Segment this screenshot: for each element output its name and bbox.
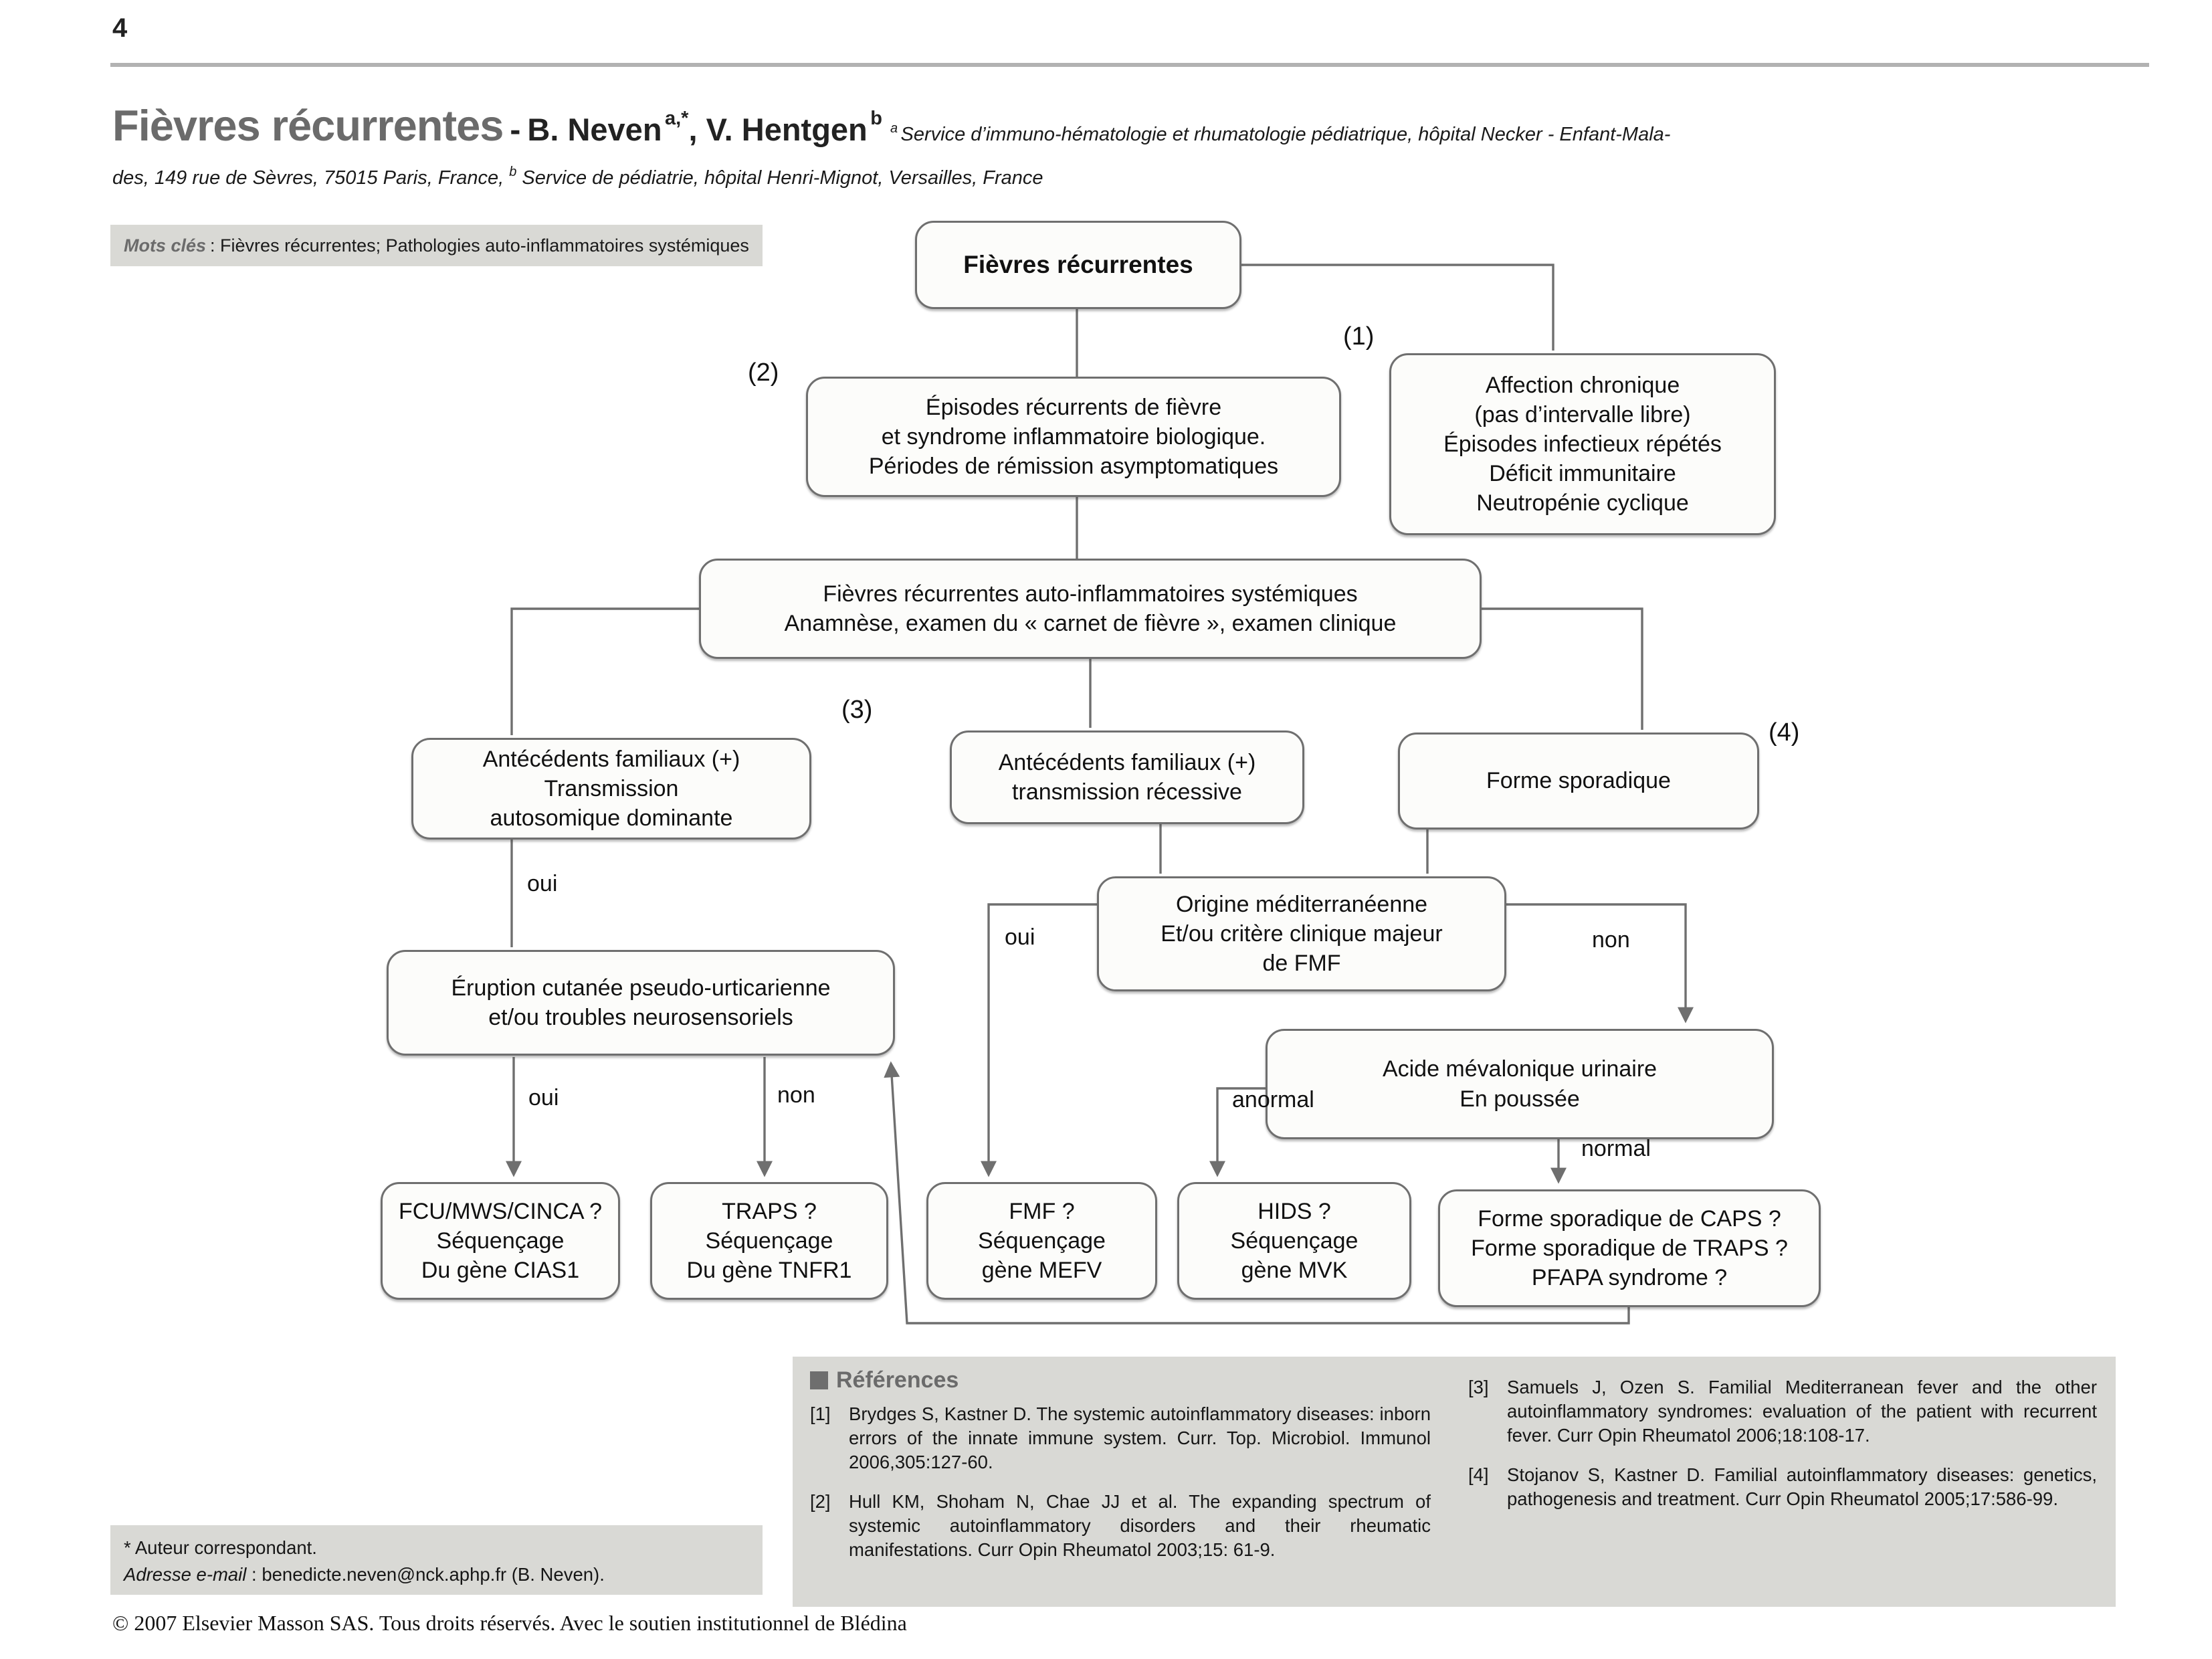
reference-item-4: [4] Stojanov S, Kastner D. Familial autoinflammatory diseases: genetics, pathogenesis and treatment. Curr Opin Rheumatol 2005;17:586-99. [1468, 1464, 2097, 1509]
edge-label-oui-eruption: oui [528, 1085, 559, 1110]
affiliation-line-1: Service d’immuno-hématologie et rhumatologie pédiatrique, hôpital Necker - Enfant-Mala- [900, 124, 1671, 145]
references-header [810, 1367, 959, 1393]
page-number: 4 [112, 13, 128, 43]
edge-label-non-mediterranean: non [1592, 927, 1630, 953]
keywords-label: Mots clés [124, 235, 207, 256]
node-traps: TRAPS ? Séquençage Du gène TNFR1 [650, 1182, 888, 1300]
edge-label-oui-dominant: oui [527, 871, 558, 896]
copyright-line: © 2007 Elsevier Masson SAS. Tous droits réservés. Avec le soutien institutionnel de Blédina [112, 1611, 907, 1635]
edge-label-oui-mediterranean: oui [1005, 924, 1035, 950]
node-eruption-cutanee: Éruption cutanée pseudo-urticarienne et/ou troubles neurosensoriels [387, 950, 895, 1056]
email-value: : benedicte.neven@nck.aphp.fr (B. Neven). [246, 1563, 605, 1585]
node-caps-traps-pfapa: Forme sporadique de CAPS ? Forme sporadique de TRAPS ? PFAPA syndrome ? [1438, 1189, 1821, 1307]
affiliation-a-superscript: a [890, 121, 898, 136]
footnote-line-2 [124, 1561, 749, 1588]
branch-label-1: (1) [1343, 322, 1375, 351]
reference-item-2: [2] Hull KM, Shoham N, Chae JJ et al. The expanding spectrum of systemic autoinflammatory disorders and their rheumatic manifestations. Curr Opin Rheumatol 2003;15: 61-9. [810, 1491, 1431, 1560]
references-title: Références [836, 1367, 959, 1393]
square-bullet-icon [810, 1371, 828, 1389]
node-antecedents-dominante: Antécédents familiaux (+) Transmission autosomique dominante [411, 738, 811, 840]
node-fmf: FMF ? Séquençage gène MEFV [926, 1182, 1157, 1300]
node-affection-chronique: Affection chronique (pas d’intervalle libre) Épisodes infectieux répétés Déficit immunitaire Neutropénie cyclique [1389, 353, 1776, 535]
connector-mediterranean-mevalonic [1506, 904, 1686, 1021]
connector-systemic-dominant [512, 609, 699, 735]
footnote-line-1: * Auteur correspondant. [124, 1537, 317, 1558]
affiliation-b-superscript: b [509, 165, 517, 179]
author-2: , V. Hentgen [688, 112, 868, 147]
node-origine-mediterraneenne: Origine méditerranéenne Et/ou critère clinique majeur de FMF [1097, 876, 1506, 991]
node-hids: HIDS ? Séquençage gène MVK [1177, 1182, 1411, 1300]
reference-item-1: [1] Brydges S, Kastner D. The systemic autoinflammatory diseases: inborn errors of the innate immune system. Curr. Top. Microbiol. Immunol 2006,305:127-60. [810, 1403, 1431, 1472]
reference-item-3: [3] Samuels J, Ozen S. Familial Mediterranean fever and the other autoinflammatory syndromes: evaluation of the patient with recurrent fever. Curr Opin Rheumatol 2006;18:108-17. [1468, 1377, 2097, 1446]
node-fievres-auto-inflammatoires: Fièvres récurrentes auto-inflammatoires systémiques Anamnèse, examen du « carnet de fièvre », examen clinique [699, 559, 1482, 659]
branch-label-2: (2) [748, 359, 779, 387]
node-fcu-mws-cinca: FCU/MWS/CINCA ? Séquençage Du gène CIAS1 [381, 1182, 620, 1300]
node-episodes-recurrents: Épisodes récurrents de fièvre et syndrome inflammatoire biologique. Périodes de rémission asymptomatiques [806, 377, 1341, 497]
node-fievres-recurrentes: Fièvres récurrentes [915, 221, 1241, 309]
author-2-superscript: b [870, 108, 882, 129]
title-separator: - [510, 112, 521, 148]
node-acide-mevalonique: Acide mévalonique urinaire En poussée [1266, 1029, 1774, 1139]
affiliation-line-2-pre: des, 149 rue de Sèvres, 75015 Paris, France, [112, 167, 504, 189]
edge-label-normal: normal [1581, 1136, 1651, 1161]
references-panel [793, 1357, 2116, 1607]
keywords-text: : Fièvres récurrentes; Pathologies auto-inflammatoires systémiques [210, 235, 749, 256]
edge-label-non-eruption: non [777, 1082, 815, 1108]
connector-systemic-sporadic [1482, 609, 1642, 730]
connector-root-chronic [1241, 265, 1553, 351]
branch-label-3: (3) [841, 696, 873, 724]
references-column-2 [1468, 1375, 2097, 1527]
author-1: B. Neven [527, 112, 662, 147]
references-column-1 [810, 1402, 1431, 1578]
branch-label-4: (4) [1769, 718, 1800, 747]
page-title: Fièvres récurrentes [112, 101, 504, 150]
affiliation-line-2-post: Service de pédiatrie, hôpital Henri-Mignot, Versailles, France [522, 167, 1043, 189]
correspondence-footnote [110, 1525, 763, 1595]
node-antecedents-recessive: Antécédents familiaux (+) transmission récessive [950, 730, 1304, 824]
author-1-superscript: a,* [665, 108, 689, 129]
node-forme-sporadique: Forme sporadique [1398, 733, 1759, 830]
edge-label-anormal: anormal [1232, 1087, 1314, 1112]
email-label: Adresse e-mail [124, 1563, 247, 1585]
